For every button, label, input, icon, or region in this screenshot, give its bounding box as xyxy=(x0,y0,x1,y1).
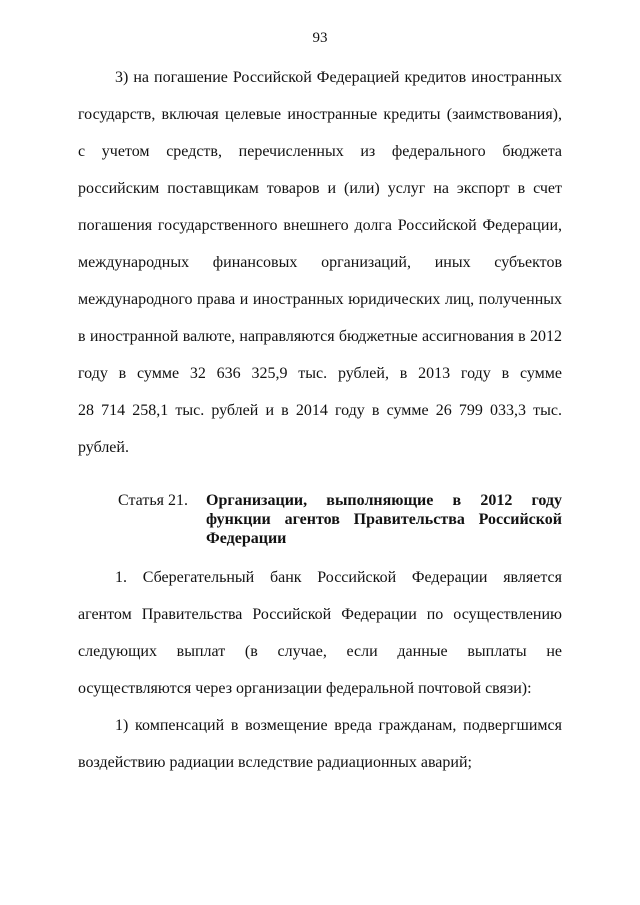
text-line: агентом Правительства Российской Федерации по осуществлению xyxy=(78,606,562,623)
article-number: Статья 21. xyxy=(118,492,188,509)
article-title-line: Организации, выполняющие в 2012 году xyxy=(206,492,562,509)
article-title-line: Федерации xyxy=(206,530,287,547)
text-line: году в сумме 32 636 325,9 тыс. рублей, в 2013 году в сумме xyxy=(78,365,562,382)
text-line: следующих выплат (в случае, если данные выплаты не xyxy=(78,643,562,660)
text-line: международного права и иностранных юридических лиц, полученных xyxy=(78,291,562,308)
paragraph-debt-repayment xyxy=(78,68,562,475)
article-title xyxy=(206,491,562,548)
text-line: 1) компенсаций в возмещение вреда гражданам, подвергшимся xyxy=(115,717,562,734)
text-line: с учетом средств, перечисленных из федерального бюджета xyxy=(78,143,562,160)
text-line: 1. Сберегательный банк Российской Федерации является xyxy=(115,569,562,586)
text-line: в иностранной валюте, направляются бюджетные ассигнования в 2012 xyxy=(78,328,562,345)
text-line: 28 714 258,1 тыс. рублей и в 2014 году в сумме 26 799 033,3 тыс. xyxy=(78,402,562,419)
text-line: российским поставщикам товаров и (или) услуг на экспорт в счет xyxy=(78,180,562,197)
text-line: государств, включая целевые иностранные кредиты (заимствования), xyxy=(78,106,562,123)
text-line: осуществляются через организации федеральной почтовой связи): xyxy=(78,680,532,697)
text-line: 3) на погашение Российской Федерацией кредитов иностранных xyxy=(115,69,562,86)
paragraph-sberbank-agent xyxy=(78,568,562,716)
text-line: воздействию радиации вследствие радиационных аварий; xyxy=(78,754,472,771)
text-line: рублей. xyxy=(78,439,129,456)
list-item-compensation xyxy=(78,716,562,790)
article-title-line: функции агентов Правительства Российской xyxy=(206,511,562,528)
text-line: погашения государственного внешнего долга Российской Федерации, xyxy=(78,217,562,234)
text-line: международных финансовых организаций, иных субъектов xyxy=(78,254,562,271)
page-number: 93 xyxy=(312,30,328,46)
